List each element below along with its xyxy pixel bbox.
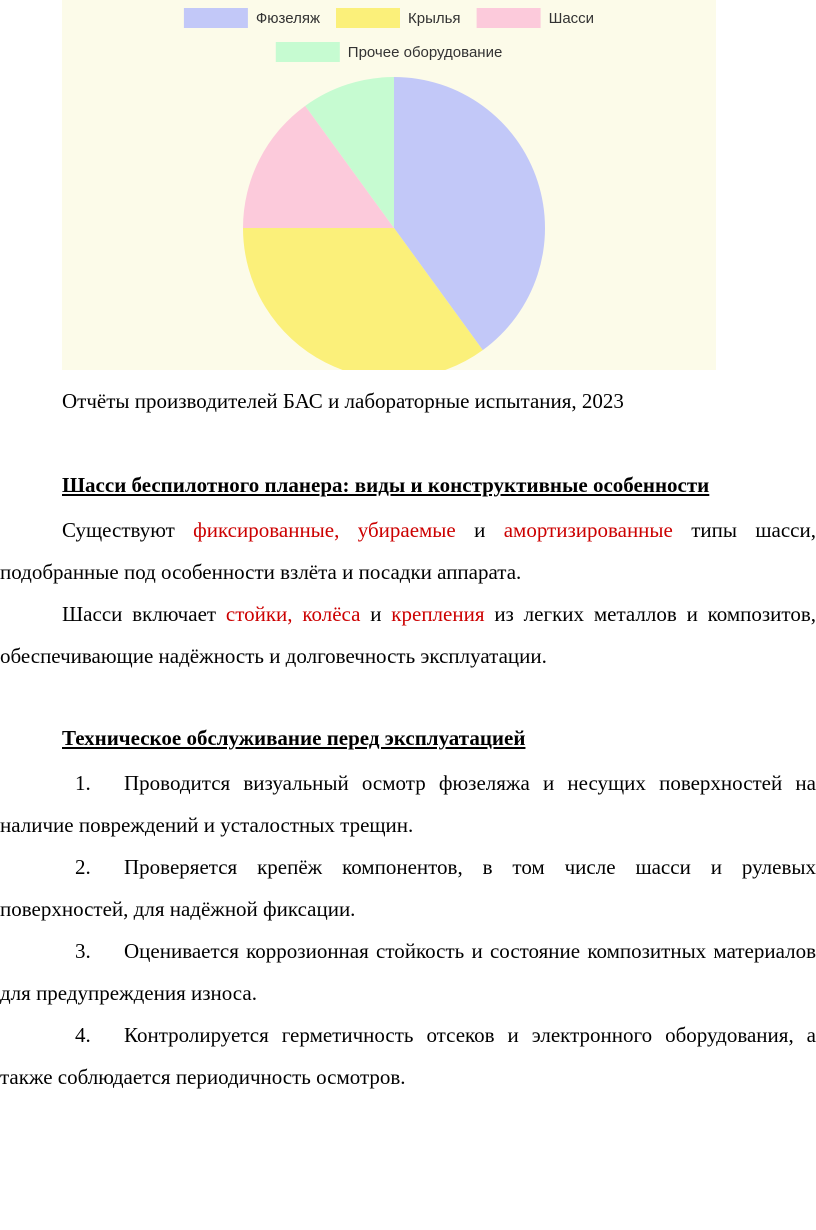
list-number: 4. bbox=[75, 1023, 91, 1047]
text-segment: Шасси включает bbox=[62, 602, 226, 626]
highlight-mounts: крепления bbox=[391, 602, 485, 626]
list-item bbox=[0, 930, 816, 1014]
chart-caption: Отчёты производителей БАС и лабораторные испытания, 2023 bbox=[62, 389, 624, 413]
list-item bbox=[0, 846, 816, 930]
list-item bbox=[0, 1014, 816, 1098]
list-number: 2. bbox=[75, 855, 91, 879]
paragraph-gear-types bbox=[0, 509, 816, 593]
legend-label-2: Шасси bbox=[548, 10, 595, 27]
highlight-struts-wheels: стойки, колёса bbox=[225, 602, 361, 626]
legend-label-1: Крылья bbox=[408, 10, 461, 27]
list-text: Контролируется герметичность отсеков и электронного оборудования, а также соблюдается периодичность осмотров. bbox=[0, 1023, 816, 1089]
highlight-fixed-retractable: фиксированные, убираемые bbox=[193, 518, 456, 542]
list-text: Оценивается коррозионная стойкость и состояние композитных материалов для предупреждения износа. bbox=[0, 939, 816, 1005]
legend-label-3: Прочее оборудование bbox=[347, 44, 503, 61]
legend-label-0: Фюзеляж bbox=[255, 10, 321, 27]
text-segment: Существуют bbox=[62, 518, 194, 542]
text-segment: типы шасси, подобранные под особенности взлёта и посадки аппарата. bbox=[0, 518, 816, 584]
legend-swatch-3 bbox=[276, 42, 340, 62]
section-title-landing-gear: Шасси беспилотного планера: виды и конструктивные особенности bbox=[62, 473, 710, 497]
legend-swatch-1 bbox=[336, 8, 400, 28]
pie-chart bbox=[62, 0, 716, 370]
legend-swatch-2 bbox=[477, 8, 541, 28]
paragraph-gear-components bbox=[0, 593, 816, 677]
legend-swatch-0 bbox=[184, 8, 248, 28]
list-number: 3. bbox=[75, 939, 91, 963]
highlight-shock-absorbing: амортизированные bbox=[503, 518, 673, 542]
list-text: Проверяется крепёж компонентов, в том числе шасси и рулевых поверхностей, для надёжной фиксации. bbox=[0, 855, 816, 921]
section-title-maintenance: Техническое обслуживание перед эксплуатацией bbox=[62, 726, 526, 750]
text-segment: и bbox=[455, 518, 504, 542]
list-number: 1. bbox=[75, 771, 91, 795]
text-segment: из легких металлов и композитов, обеспечивающие надёжность и долговечность эксплуатации. bbox=[0, 602, 816, 668]
list-item bbox=[0, 762, 816, 846]
pie-chart-svg bbox=[62, 0, 716, 370]
text-segment: и bbox=[360, 602, 392, 626]
list-text: Проводится визуальный осмотр фюзеляжа и несущих поверхностей на наличие повреждений и усталостных трещин. bbox=[0, 771, 816, 837]
